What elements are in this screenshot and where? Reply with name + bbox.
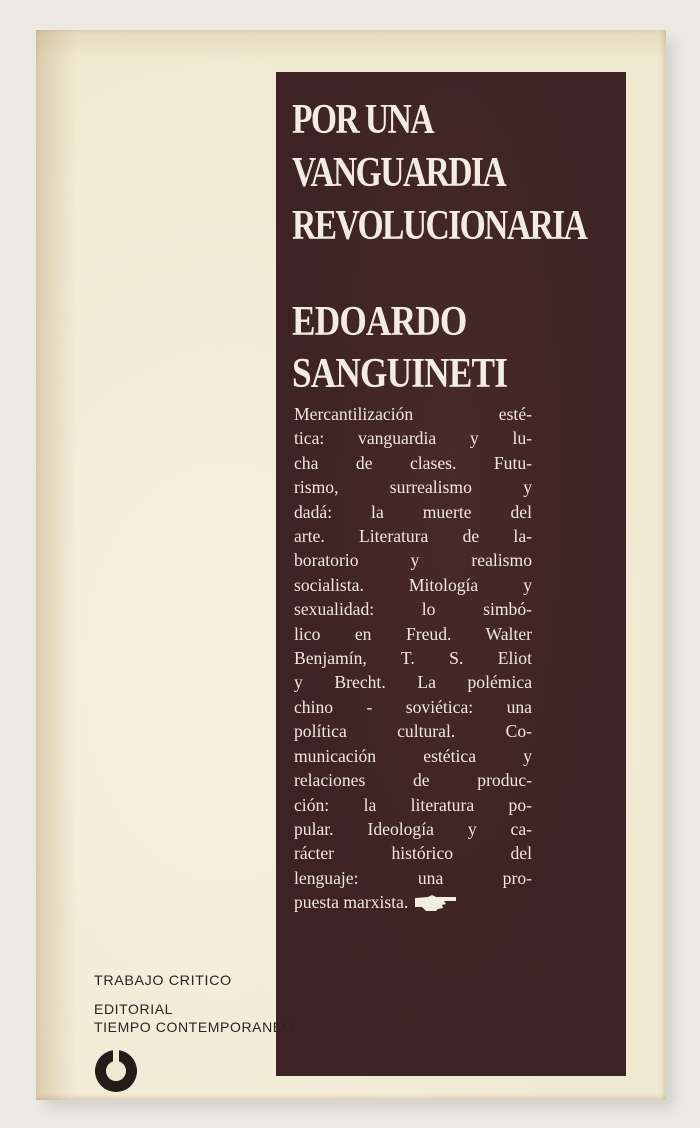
blurb-line: pular. Ideología y ca- — [294, 818, 532, 839]
series-name: TRABAJO CRITICO — [94, 972, 232, 988]
blurb-line: municación estética y — [294, 745, 532, 766]
blurb-line: tica: vanguardia y lu- — [294, 428, 532, 449]
blurb-line: dadá: la muerte del — [294, 501, 532, 522]
blurb-line: rácter histórico del — [294, 843, 532, 864]
book-blurb — [294, 402, 532, 915]
blurb-line: rismo, surrealismo y — [294, 477, 532, 498]
blurb-line: puesta marxista. — [294, 890, 532, 914]
blurb-line: chino - soviética: una — [294, 696, 532, 717]
blurb-line: socialista. Mitología y — [294, 574, 532, 595]
publisher-name — [94, 1000, 294, 1036]
blurb-line: ción: la literatura po- — [294, 794, 532, 815]
pointing-hand-icon — [414, 894, 458, 912]
title-line: REVOLUCIONARIA — [292, 203, 587, 249]
book-author — [292, 296, 507, 400]
blurb-line: arte. Literatura de la- — [294, 526, 532, 547]
blurb-line: y Brecht. La polémica — [294, 672, 532, 693]
blurb-line: sexualidad: lo simbó- — [294, 599, 532, 620]
publisher-logo-icon — [93, 1048, 139, 1094]
blurb-line: Mercantilización esté- — [294, 404, 532, 424]
publisher-line: TIEMPO CONTEMPORANEO — [94, 1019, 295, 1035]
book-back-cover — [36, 30, 666, 1100]
blurb-line: relaciones de produc- — [294, 770, 532, 791]
blurb-line: cha de clases. Futu- — [294, 452, 532, 473]
blurb-line: política cultural. Co- — [294, 721, 532, 742]
dark-panel — [276, 72, 626, 1076]
author-line: SANGUINETI — [292, 351, 508, 397]
blurb-line: lenguaje: una pro- — [294, 867, 532, 888]
blurb-line: boratorio y realismo — [294, 550, 532, 571]
title-line: VANGUARDIA — [292, 150, 505, 196]
blurb-line: lico en Freud. Walter — [294, 623, 532, 644]
title-line: POR UNA — [292, 97, 433, 143]
publisher-line: EDITORIAL — [94, 1001, 174, 1017]
blurb-line: Benjamín, T. S. Eliot — [294, 648, 532, 669]
author-line: EDOARDO — [292, 299, 467, 345]
book-title — [292, 94, 586, 253]
